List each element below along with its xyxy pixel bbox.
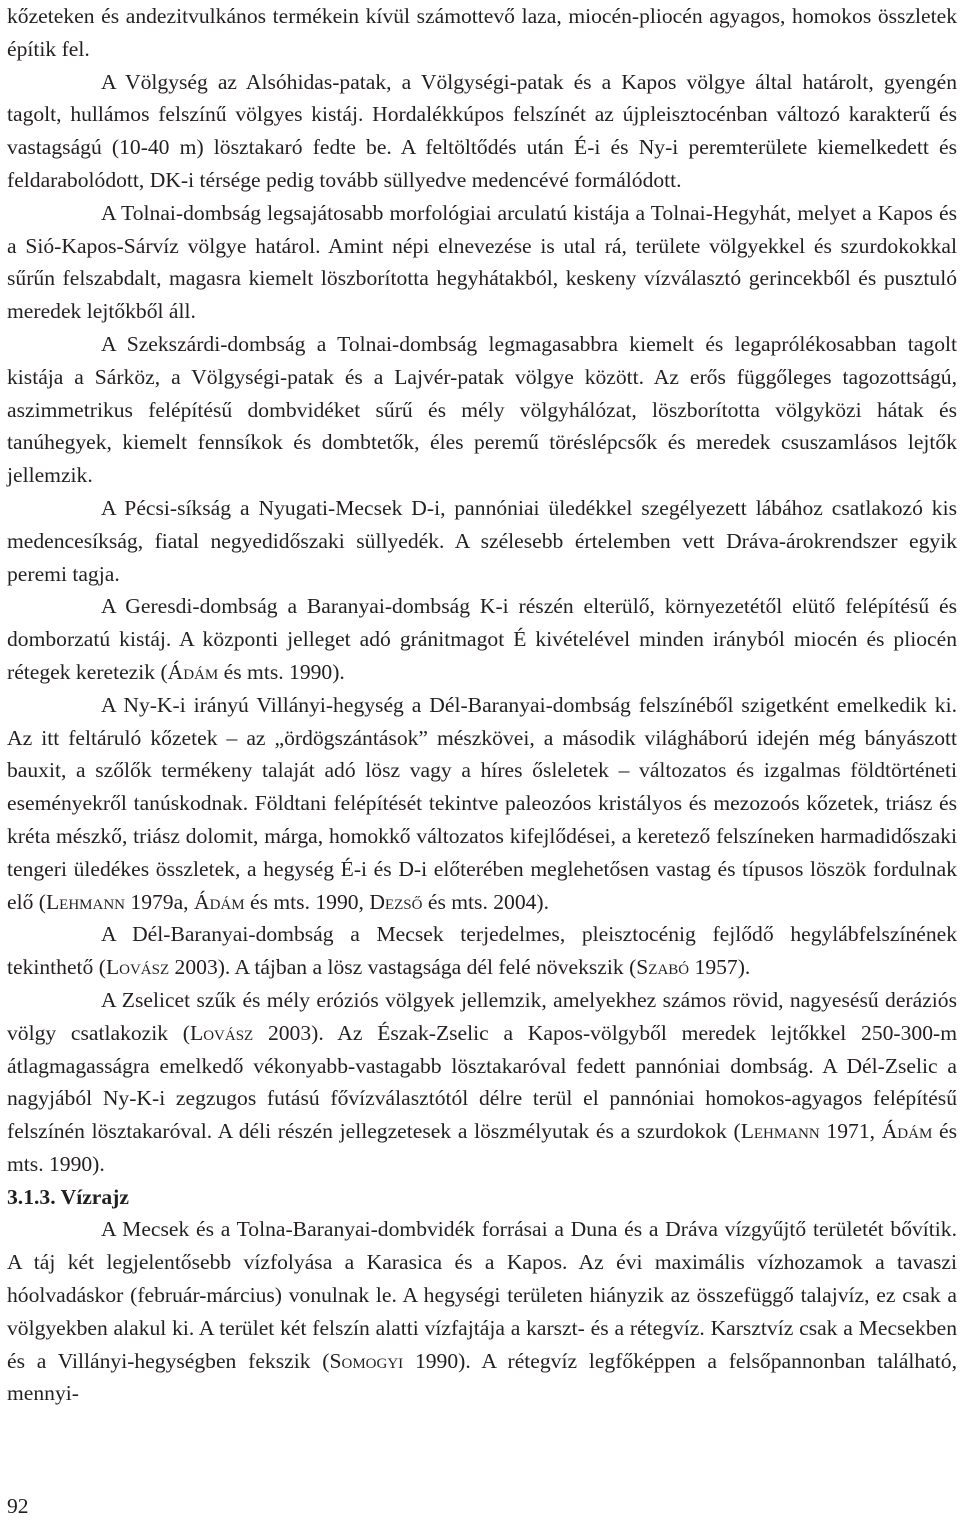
paragraph <box>7 689 957 919</box>
text-run: és mts. 1990, <box>244 889 370 914</box>
section-heading: 3.1.3. Vízrajz <box>7 1184 129 1209</box>
text-run: A Geresdi-dombság a Baranyai-dombság K-i részén elterülő, környezetétől elütő felépítésű és domborzatú kistáj. A központi jelleget adó gránitmagot É kivételével minden irányból miocén és pliocén rétegek keretezik ( <box>7 594 957 684</box>
page-body <box>7 0 957 1410</box>
author-citation: Ádám <box>881 1119 933 1144</box>
paragraph <box>7 328 957 492</box>
text-run: 2003). Az Észak-Zselic a Kapos-völgyből meredek lejtőkkel 250-300-m átlagmagasságra emelkedő vékonyabb-vastagabb lösztakaróval fedett pannóniai dombság. A Dél-Zselic a nagyjából Ny-K-i zegzugos futású fővízválasztótól délre terül el pannóniai homokos-agyagos felépítésű felszínén lösztakaróval. A déli részén jellegzetesek a löszmélyutak és a szurdokok ( <box>7 1020 957 1144</box>
main-text <box>7 0 957 1181</box>
author-citation: Lehmann <box>740 1119 820 1144</box>
paragraph <box>7 1213 957 1410</box>
text-run: 1979a, <box>125 889 194 914</box>
paragraph <box>7 492 957 590</box>
paragraph <box>7 918 957 984</box>
text-run: 1990). A rétegvíz legfőképpen a felsőpannonban található, mennyi- <box>7 1348 957 1406</box>
text-run: 2003). A tájban a lösz vastagsága dél felé növekszik ( <box>169 955 637 980</box>
text-run: és mts. 1990). <box>7 1119 957 1176</box>
author-citation: Lovász <box>105 955 170 980</box>
text-run: kőzeteken és andezitvulkános termékein kívül számottevő laza, miocén-pliocén agyagos, homokos összletek építik fel. <box>7 4 957 61</box>
text-run: 1957). <box>689 955 751 980</box>
text-run: A Mecsek és a Tolna-Baranyai-dombvidék forrásai a Duna és a Dráva vízgyűjtő területét bővítik. A táj két legjelentősebb vízfolyása a Karasica és a Kapos. Az évi maximális vízhozamok a tavaszi hóolvadáskor (február-március) vonulnak le. A hegységi területen hiányzik az összefüggő talajvíz, ez csak a völgyekben alakul ki. A terület két felszín alatti vízfajtája a karszt- és a rétegvíz. Karsztvíz csak a Mecsekben és a Villányi-hegységben fekszik ( <box>7 1217 957 1373</box>
text-run: A Pécsi-síkság a Nyugati-Mecsek D-i, pannóniai üledékkel szegélyezett lábához csatlakozó kis medencesíkság, fiatal negyedidőszaki süllyedék. A szélesebb értelemben vett Dráva-árokrendszer egyik peremi tagja. <box>7 495 957 586</box>
text-run: A Szekszárdi-dombság a Tolnai-dombság legmagasabbra kiemelt és legaprólékosabban tagolt kistája a Sárköz, a Völgységi-patak és a Lajvér-patak völgye között. Az erős függőleges tagozottságú, aszimmetrikus felépítésű dombvidéket sűrű és mély völgyhálózat, löszborította völgyközi hátak és tanúhegyek, kiemelt fennsíkok és dombtetők, éles peremű töréslépcsők és meredek csuszamlásos lejtők jellemzik. <box>7 331 957 488</box>
paragraph <box>7 66 957 197</box>
text-run: és mts. 1990). <box>218 659 345 684</box>
author-citation: Szabó <box>636 955 690 980</box>
paragraph <box>7 984 957 1181</box>
paragraph <box>7 0 957 66</box>
text-run: A Dél-Baranyai-dombság a Mecsek terjedelmes, pleisztocénig fejlődő hegylábfelszínének tekinthető ( <box>7 922 957 980</box>
text-run: A Völgység az Alsóhidas-patak, a Völgységi-patak és a Kapos völgye által határolt, gyengén tagolt, hullámos felszínű völgyes kistáj. Hordalékkúpos felszínét az újpleisztocénban változó karakterű és vastagságú (10-40 m) lösztakaró fedte be. A feltöltődés után É-i és Ny-i peremterülete kiemelkedett és feldarabolódott, DK-i térsége pedig tovább süllyedve medencévé formálódott. <box>7 69 957 192</box>
paragraph <box>7 197 957 328</box>
author-citation: Ádám <box>193 889 245 914</box>
author-citation: Somogyi <box>329 1348 404 1373</box>
text-run: A Zselicet szűk és mély eróziós völgyek jellemzik, amelyekhez számos rövid, nagyesésű deráziós völgy csatlakozik ( <box>7 987 957 1045</box>
page-number: 92 <box>7 1494 29 1518</box>
text-run: A Ny-K-i irányú Villányi-hegység a Dél-Baranyai-dombság felszínéből szigetként emelkedik ki. Az itt feltáruló kőzetek – az „ördögszántások” mészkövei, a második világháború idején még bányászott bauxit, a szőlők termékeny talaját adó lösz vagy a híres ősleletek – változatos és izgalmas földtörténeti eseményekről tanúskodnak. Földtani felépítését tekintve paleozóos kristályos és mezozoós kőzetek, triász és kréta mészkő, triász dolomit, márga, homokkő változatos kifejlődései, a keretező felszíneken harmadidőszaki tengeri üledékes összletek, a hegység É-i és D-i előterében meglehetősen vastag és típusos löszök fordulnak elő ( <box>7 692 957 914</box>
author-citation: Ádám <box>167 659 219 684</box>
author-citation: Lovász <box>190 1020 254 1045</box>
text-run: és mts. 2004). <box>422 889 550 914</box>
text-run: A Tolnai-dombság legsajátosabb morfológiai arculatú kistája a Tolnai-Hegyhát, melyet a Kapos és a Sió-Kapos-Sárvíz völgye határol. Amint népi elnevezése is utal rá, területe völgyekkel és szurdokokkal sűrűn felszabdalt, magasra kiemelt löszborította hegyhátakból, keskeny vízválasztó gerincekből és pusztuló meredek lejtőkből áll. <box>7 200 957 324</box>
text-run: 1971, <box>819 1119 882 1144</box>
author-citation: Dezső <box>369 889 423 914</box>
paragraph <box>7 590 957 688</box>
section-text <box>7 1213 957 1410</box>
author-citation: Lehmann <box>45 889 126 914</box>
